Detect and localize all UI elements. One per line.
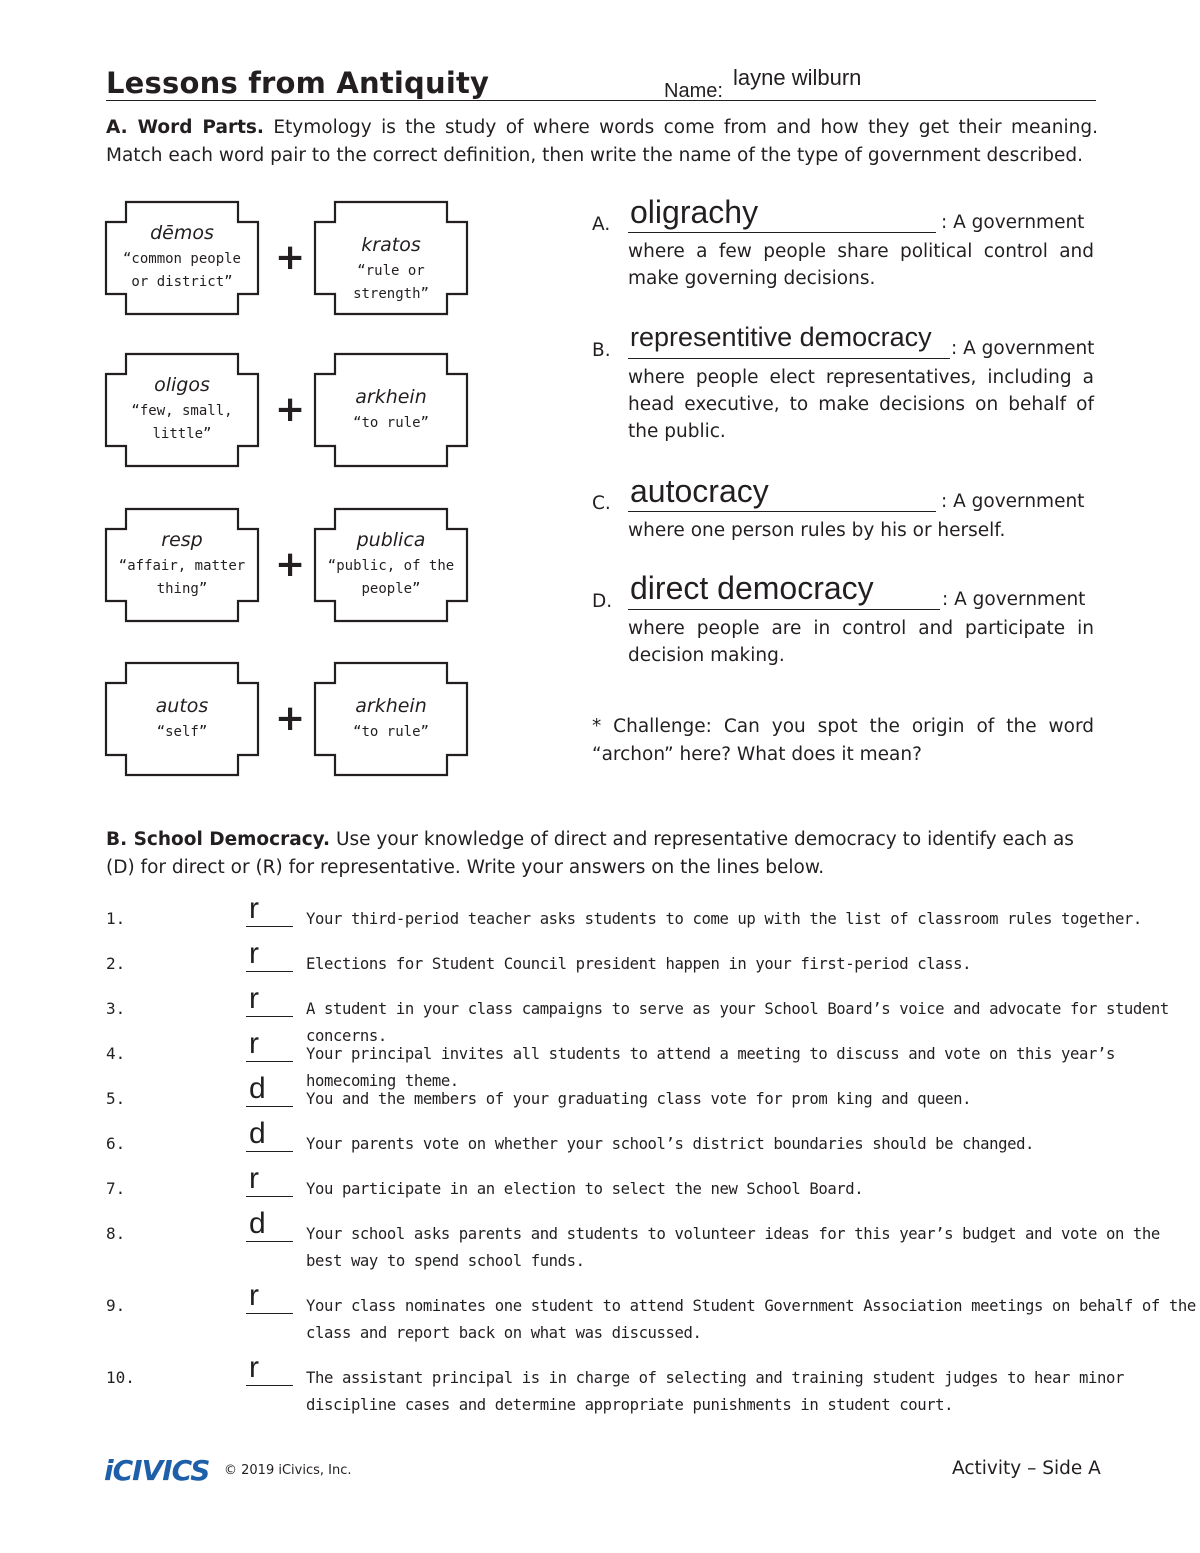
answer-line [246, 1061, 293, 1062]
item-text: A student in your class campaigns to serve as your School Board’s voice and advocate for student concerns. [306, 1000, 1169, 1045]
word-meaning: “to rule” [353, 724, 429, 740]
item-text: Elections for Student Council president happen in your first-period class. [306, 955, 972, 973]
item-answer[interactable]: d [249, 1072, 266, 1105]
section-a-intro [106, 114, 1098, 170]
definition-answer[interactable]: representitive democracy [630, 322, 932, 352]
answer-line [246, 1241, 293, 1242]
item-number: 3. [106, 999, 126, 1018]
item-answer[interactable]: r [249, 1351, 259, 1384]
word-part-right [313, 352, 469, 468]
answer-line [246, 1313, 293, 1314]
definition-letter: A. [592, 214, 611, 235]
item-answer[interactable]: d [249, 1207, 266, 1240]
item-text: You and the members of your graduating class vote for prom king and queen. [306, 1090, 972, 1108]
definition-answer[interactable]: oligrachy [630, 194, 759, 230]
name-field[interactable]: layne wilburn [733, 65, 862, 90]
word-part-left [104, 507, 260, 623]
definition-colon: : A government [941, 491, 1085, 512]
section-b-heading: B. School Democracy. [106, 829, 331, 850]
definition-answer[interactable]: direct democracy [630, 570, 874, 606]
word-root: autos [155, 695, 209, 717]
item-number: 4. [106, 1044, 126, 1063]
answer-line [628, 511, 936, 512]
section-b-intro [106, 826, 1086, 882]
word-root: arkhein [355, 386, 427, 408]
item-text: Your class nominates one student to attend Student Government Association meetings on behalf of the class and report back on what was discussed. [306, 1297, 1196, 1342]
item-number: 1. [106, 909, 126, 928]
word-root: dēmos [150, 222, 214, 244]
word-root: publica [356, 529, 426, 551]
definition-text: where a few people share political control and make governing decisions. [628, 241, 1094, 289]
answer-line [246, 926, 293, 927]
item-answer[interactable]: r [249, 1162, 259, 1195]
icivics-logo: iCIVICS [104, 1454, 210, 1487]
word-part-left [104, 661, 260, 777]
item-text: The assistant principal is in charge of selecting and training student judges to hear minor discipline cases and determine appropriate punishments in student court. [306, 1369, 1124, 1414]
item-number: 9. [106, 1296, 126, 1315]
item-text: Your third-period teacher asks students to come up with the list of classroom rules together. [306, 910, 1142, 928]
answer-line [246, 1106, 293, 1107]
item-number: 2. [106, 954, 126, 973]
item-number: 5. [106, 1089, 126, 1108]
name-label: Name: [664, 80, 723, 102]
item-answer[interactable]: r [249, 937, 259, 970]
header-rule [106, 100, 1096, 101]
definition-colon: : A government [941, 212, 1085, 233]
section-a-heading: A. Word Parts. [106, 117, 264, 138]
word-part-left [104, 352, 260, 468]
word-part-right [313, 661, 469, 777]
item-number: 10. [106, 1368, 135, 1387]
definition-text: where people are in control and participate in decision making. [628, 618, 1094, 666]
definition-colon: : A government [942, 589, 1086, 610]
word-meaning: “public, of the people” [327, 558, 455, 597]
word-meaning: “rule or strength” [353, 263, 429, 302]
section-a-text: Etymology is the study of where words come from and how they get their meaning. Match each word pair to the correct definition, then write the name of the type of government described. [106, 117, 1098, 166]
item-text: Your principal invites all students to attend a meeting to discuss and vote on this year’s homecoming theme. [306, 1045, 1115, 1090]
plus-sign: + [275, 544, 306, 585]
plus-sign: + [275, 389, 306, 430]
word-part-left [104, 200, 260, 316]
item-answer[interactable]: r [249, 1027, 259, 1060]
definition-colon: : A government [951, 338, 1095, 359]
item-text: Your school asks parents and students to volunteer ideas for this year’s budget and vote on the best way to spend school funds. [306, 1225, 1160, 1270]
page-side-label: Activity – Side A [952, 1458, 1101, 1479]
item-text: You participate in an election to select the new School Board. [306, 1180, 864, 1198]
answer-line [246, 1016, 293, 1017]
plus-sign: + [275, 698, 306, 739]
word-meaning: “to rule” [353, 415, 429, 431]
word-root: oligos [154, 374, 210, 396]
definition-text: where people elect representatives, including a head executive, to make decisions on behalf of the public. [628, 367, 1094, 442]
item-number: 7. [106, 1179, 126, 1198]
item-answer[interactable]: r [249, 1279, 259, 1312]
page-title: Lessons from Antiquity [106, 66, 490, 100]
definition-letter: D. [592, 591, 613, 612]
word-part-right [313, 200, 469, 316]
word-meaning: “few, small, little” [131, 403, 233, 442]
copyright: © 2019 iCivics, Inc. [224, 1463, 352, 1478]
word-root: resp [161, 529, 203, 551]
challenge-text: * Challenge: Can you spot the origin of the word “archon” here? What does it mean? [592, 716, 1094, 765]
word-part-right [313, 507, 469, 623]
item-answer[interactable]: r [249, 892, 259, 925]
definition-letter: B. [592, 340, 611, 361]
item-number: 8. [106, 1224, 126, 1243]
word-meaning: “self” [156, 724, 208, 740]
answer-line [246, 1385, 293, 1386]
item-answer[interactable]: d [249, 1117, 266, 1150]
plus-sign: + [275, 237, 306, 278]
answer-line [246, 1151, 293, 1152]
answer-line [628, 232, 936, 233]
definition-answer[interactable]: autocracy [630, 473, 769, 509]
item-number: 6. [106, 1134, 126, 1153]
definition-text: where one person rules by his or herself. [628, 520, 1006, 541]
definition-letter: C. [592, 493, 611, 514]
word-meaning: “affair, matter thing” [118, 558, 246, 597]
section-b-text: Use your knowledge of direct and representative democracy to identify each as (D) for direct or (R) for representative. Write your answers on the lines below. [106, 829, 1074, 878]
word-root: arkhein [355, 695, 427, 717]
word-root: kratos [361, 234, 421, 256]
item-answer[interactable]: r [249, 982, 259, 1015]
answer-line [246, 971, 293, 972]
answer-line [628, 609, 940, 610]
word-meaning: “common people or district” [122, 251, 241, 290]
answer-line [628, 358, 950, 359]
answer-line [246, 1196, 293, 1197]
item-text: Your parents vote on whether your school’s district boundaries should be changed. [306, 1135, 1035, 1153]
